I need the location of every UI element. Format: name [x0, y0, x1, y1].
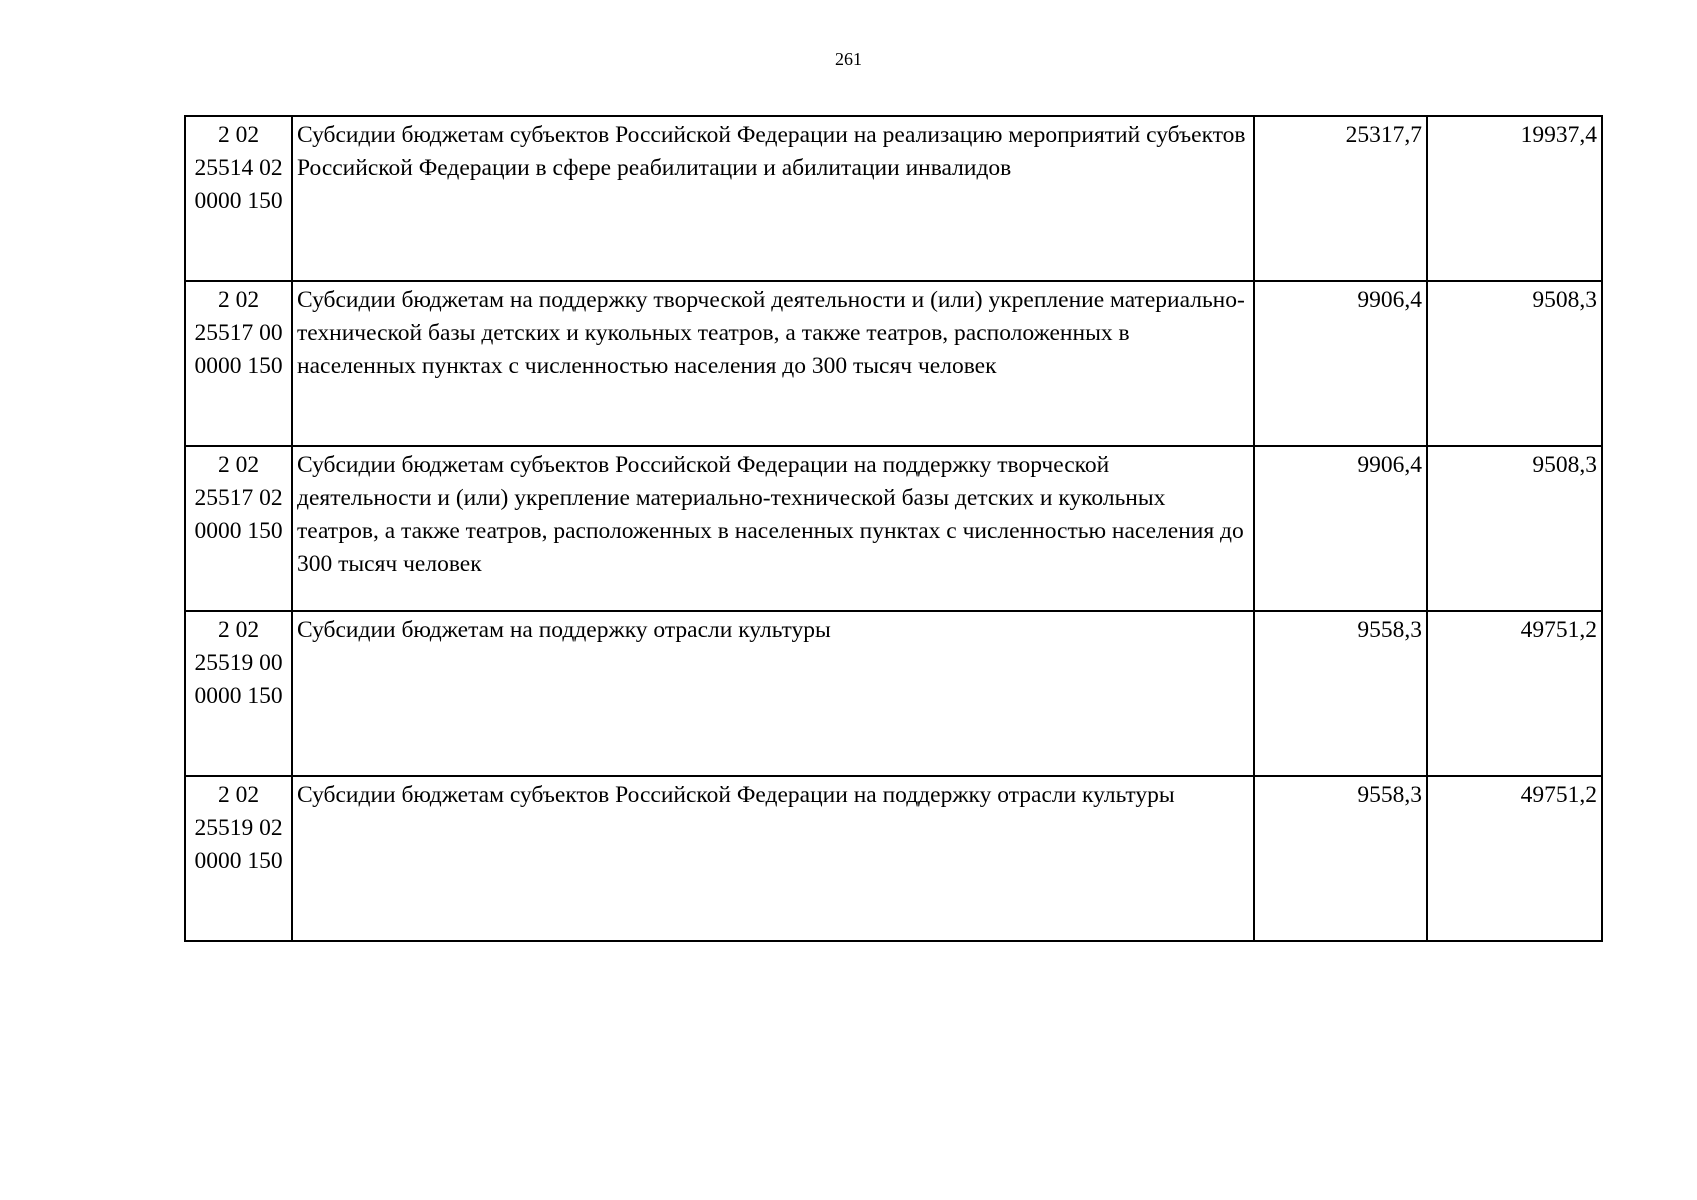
value-2-cell: 19937,4	[1427, 116, 1602, 281]
description-cell: Субсидии бюджетам на поддержку творческой деятельности и (или) укрепление материально-технической базы детских и кукольных театров, а также театров, расположенных в населенных пунктах с численностью населения до 300 тысяч человек	[292, 281, 1254, 446]
table-row	[185, 446, 1602, 611]
description-cell: Субсидии бюджетам субъектов Российской Федерации на поддержку творческой деятельности и (или) укрепление материально-технической базы детских и кукольных театров, а также театров, расположенных в населенных пунктах с численностью населения до 300 тысяч человек	[292, 446, 1254, 611]
budget-code-cell	[185, 611, 292, 776]
budget-code-line: 0000 150	[194, 518, 283, 544]
description-cell: Субсидии бюджетам субъектов Российской Федерации на поддержку отрасли культуры	[292, 776, 1254, 941]
budget-code-line: 0000 150	[194, 188, 283, 214]
budget-code-line: 25519 02	[194, 815, 283, 841]
budget-code-line: 0000 150	[194, 353, 283, 379]
page-number: 261	[835, 49, 862, 69]
budget-code-line: 2 02	[217, 617, 260, 643]
budget-code-line: 25519 00	[194, 650, 283, 676]
budget-code-cell	[185, 776, 292, 941]
budget-code-cell	[185, 446, 292, 611]
budget-code-line: 2 02	[217, 782, 260, 808]
budget-code-line: 2 02	[217, 452, 260, 478]
budget-code-cell	[185, 116, 292, 281]
description-cell: Субсидии бюджетам субъектов Российской Федерации на реализацию мероприятий субъектов Российской Федерации в сфере реабилитации и абилитации инвалидов	[292, 116, 1254, 281]
budget-code-line: 2 02	[217, 287, 260, 313]
value-1-cell: 9906,4	[1254, 281, 1427, 446]
budget-code-line: 25517 02	[194, 485, 283, 511]
budget-code-line: 2 02	[217, 122, 260, 148]
budget-code-line: 25514 02	[194, 155, 283, 181]
value-2-cell: 9508,3	[1427, 281, 1602, 446]
description-cell: Субсидии бюджетам на поддержку отрасли культуры	[292, 611, 1254, 776]
budget-table	[184, 115, 1603, 942]
table-row	[185, 116, 1602, 281]
budget-code-line: 0000 150	[194, 683, 283, 709]
budget-code-line: 25517 00	[194, 320, 283, 346]
value-2-cell: 49751,2	[1427, 611, 1602, 776]
table-row	[185, 776, 1602, 941]
value-1-cell: 9558,3	[1254, 611, 1427, 776]
table-row	[185, 611, 1602, 776]
budget-code-line: 0000 150	[194, 848, 283, 874]
value-2-cell: 9508,3	[1427, 446, 1602, 611]
value-1-cell: 25317,7	[1254, 116, 1427, 281]
budget-code-cell	[185, 281, 292, 446]
value-1-cell: 9558,3	[1254, 776, 1427, 941]
value-2-cell: 49751,2	[1427, 776, 1602, 941]
table-row	[185, 281, 1602, 446]
value-1-cell: 9906,4	[1254, 446, 1427, 611]
